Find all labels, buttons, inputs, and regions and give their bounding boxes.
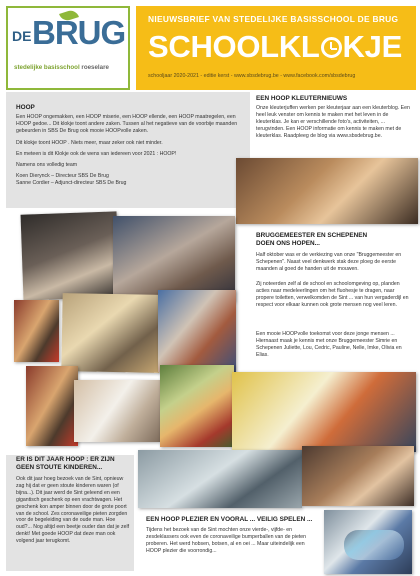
burgemeester-paragraph-1: Half oktober was er de verkiezing van onze "Bruggemeester en Schepenen". Naast veel denkwerk stak deze ploeg de eerste maanden al goed de handen uit de mouwen. (256, 252, 402, 272)
photo-playground (138, 450, 302, 508)
plezier-heading: EEN HOOP PLEZIER EN VOORAL ... VEILIG SPELEN ... (146, 516, 313, 523)
hoop-paragraph-3: En meteen is dit Klokje ook de wens van iedereen voor 2021 : HOOP! (16, 151, 177, 157)
photo-gift (74, 380, 160, 442)
burgemeester-heading-1: BRUGGEMEESTER EN SCHEPENEN (256, 232, 368, 239)
photo-kids-hats-2 (232, 372, 416, 452)
hoop-paragraph-1: Een HOOP ongemakken, een HOOP miserie, een HOOP ellende, een HOOP maatregelen, een HOOP gedoe... Dit klokje toont andere zaken. Tussen al het negatieve van de voorbije maanden gebeurden in SBS De Brug ook mooie HOOPvolle zaken. (16, 114, 238, 134)
hoop-signature-1: Koen Dierynck – Directeur SBS De Brug (16, 173, 109, 179)
edition-info: schooljaar 2020-2021 - editie kerst - www.sbsdebrug.be - www.facebook.com/sbsdebrug (148, 73, 356, 79)
hoop-paragraph-4: Namens ons volledig team (16, 162, 78, 168)
hoop-signature-2: Sanne Cordier – Adjunct-directeur SBS De Brug (16, 180, 127, 186)
logo-brug: BRUG (32, 14, 126, 51)
kleuter-heading: EEN HOOP KLEUTERNIEUWS (256, 95, 348, 102)
sint-body: Ook dit jaar hoeg bezoek van de Sint, opnieuw zag hij dat er geen stoute kinderen waren (of bijna...). Dit jaar werd de Sint geleend en een gigantisch geschenk op een vrachtwagen. Het geschenk kon amper binnen door de grote poort van de school. Zes coronaveilige pieten zorgden voor de begeleiding van de oude man. Hoe oud?... Nog altijd een beetje ouder dan dat je zelf denkt! Met goede HOOP dat deze man ook volgend jaar terugkomt. (16, 476, 130, 545)
photo-classroom-1 (21, 211, 120, 300)
clock-icon (321, 37, 342, 58)
burgemeester-paragraph-3: Een mooie HOOPvolle toekomst voor deze jonge mensen ... Hiernaast maak je kennis met onze Bruggemeester Simrie en Schepenen Juliette, Lou, Cedric, Pauline, Nelle, Imke, Olivia en Elias. (256, 331, 402, 358)
burgemeester-heading-2: DOEN ONS HOPEN... (256, 240, 320, 247)
title-right: KJE (342, 29, 402, 64)
photo-bruggemeester (158, 290, 236, 372)
photo-gym (302, 446, 414, 506)
sint-heading: ER IS DIT JAAR HOOP : ER ZIJN GEEN STOUTE KINDEREN... (16, 456, 115, 471)
burgemeester-paragraph-2: Zij noteerden zelf al de school en schoolomgeving op, planden acties naar medeleerlingen om het fluohesje te dragen, naar propere toiletten, verwelkomden de Sint ... van hun vergaderdijl en respect voor elkaar kunnen ook grote mensen nog veel leren. (256, 281, 409, 308)
newsletter-tagline: NIEUWSBRIEF VAN STEDELIJKE BASISSCHOOL DE BRUG (148, 14, 399, 24)
photo-sint-2 (26, 366, 78, 446)
photo-kleuterklas (236, 158, 418, 224)
bumperball-shape (344, 530, 404, 560)
newsletter-title (148, 29, 402, 65)
photo-kids-hats-1 (160, 365, 234, 447)
title-left: SCHOOLKL (148, 29, 320, 64)
logo-subtitle (14, 64, 109, 71)
plezier-body: Tijdens het bezoek van de Sint mochten onze vierde-, vijfde- en zesdeklassers ook even de coronaveilige bumperballen van de pieten proberen. Het werd hobsen, botsen, al en oei ... Maar uiteindelijk een HOOP plezier die voorrondig... (146, 527, 307, 554)
hoop-panel (6, 92, 250, 208)
kleuter-body: Onze kleuterjuffen werken per kleuterjaar aan een kleuterblog. Een heel leuk venster om kennis te maken met het leven in de kleuterklas. Je kan er verschillende foto's, activiteiten, ... terugvinden. Een HOOP informatie om kennis te maken met de kleuterklas. Raadpleeg de blog via www.sbsdebrug.be. (256, 105, 410, 139)
hoop-heading: HOOP (16, 104, 35, 111)
logo-de: DE (12, 28, 32, 44)
photo-sint-1 (14, 300, 59, 362)
photo-classroom-3 (61, 293, 160, 373)
logo-subtitle-school: stedelijke basisschool (14, 64, 80, 71)
hoop-paragraph-2: Dit klokje toont HOOP . Niets meer, maar zeker ook niet minder. (16, 140, 163, 146)
logo-subtitle-city: roeselare (81, 64, 109, 71)
